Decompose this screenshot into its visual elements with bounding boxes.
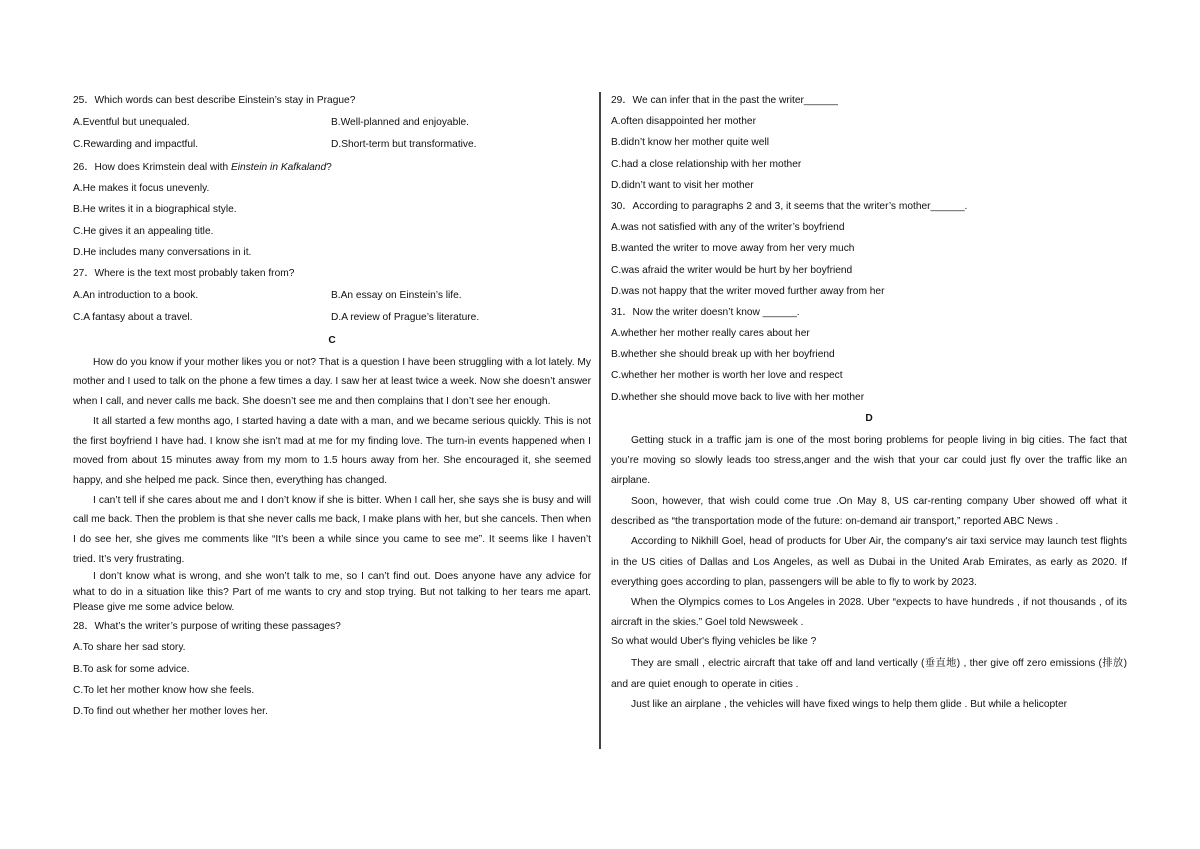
right-column <box>611 93 1127 715</box>
option-b: B.To ask for some advice. <box>73 663 190 675</box>
option-d: D.He includes many conversations in it. <box>73 246 252 258</box>
option-a: A.often disappointed her mother <box>611 116 756 128</box>
question-27-stem: 27．Where is the text most probably taken from? <box>73 268 295 280</box>
option-c: C.was afraid the writer would be hurt by her boyfriend <box>611 264 853 276</box>
stem-text: 26．How does Krimstein deal with <box>73 161 231 173</box>
option-b: B.wanted the writer to move away from her very much <box>611 243 855 255</box>
question-30-stem: 30．According to paragraphs 2 and 3, it seems that the writer’s mother______. <box>611 200 968 212</box>
question-31-stem: 31．Now the writer doesn’t know ______. <box>611 306 800 318</box>
option-a: A.whether her mother really cares about her <box>611 328 810 340</box>
option-c: C.whether her mother is worth her love and respect <box>611 370 843 382</box>
question-26-stem <box>73 160 591 182</box>
column-divider <box>599 92 601 749</box>
question-25-options-row2 <box>73 137 591 160</box>
option-a: A.He makes it focus unevenly. <box>73 183 210 194</box>
passage-c-paragraph: It all started a few months ago, I started having a date with a man, and we became serious quickly. This is not the first boyfriend I have had. I know she isn’t mad at me for my finding love. The turn-in events happened when I moved from about 15 minutes away from my mom to 1.5 hours away from her. She encouraged it, she seemed happy, and she helped me pack. Since then, everything has changed. <box>73 415 591 486</box>
option-a: A.To share her sad story. <box>73 642 186 654</box>
passage-d-paragraph: Getting stuck in a traffic jam is one of the most boring problems for people living in big cities. The fact that you’re moving so slowly leads too stress,anger and the wish that your car could just fly over the traffic like an airplane. <box>611 434 1127 487</box>
passage-c-paragraph: I can’t tell if she cares about me and I don’t know if she is bitter. When I call her, she says she is busy and will call me back. Then the problem is that she never calls me back, I make plans with her, but she cancels. Then when I do see her, she gives me comments like “It’s been a while since you came to see me”. It seems like I haven’t tried. It’s very frustrating. <box>73 494 591 565</box>
section-heading-c: C <box>328 334 336 346</box>
question-27-options-row2 <box>73 310 591 333</box>
option-a: A.An introduction to a book. <box>73 289 199 301</box>
passage-d-question: So what would Uber's flying vehicles be like ? <box>611 635 817 647</box>
option-a: A.Eventful but unequaled. <box>73 116 190 128</box>
question-25-options-row1 <box>73 115 591 138</box>
passage-d-paragraph: Soon, however, that wish could come true .On May 8, US car-renting company Uber showed off what it described as “the transportation mode of the future: on-demand air transport,” reported ABC News . <box>611 495 1127 527</box>
question-28-stem: 28．What’s the writer’s purpose of writing these passages? <box>73 620 341 632</box>
passage-d-paragraph: When the Olympics comes to Los Angeles in 2028. Uber “expects to have hundreds , if not thousands , of its aircraft in the skies.” Goel told Newsweek . <box>611 597 1127 629</box>
passage-d-paragraph: Just like an airplane , the vehicles will have fixed wings to help them glide . But while a helicopter <box>631 698 1068 710</box>
option-d: D.was not happy that the writer moved further away from her <box>611 285 885 297</box>
left-column <box>73 93 591 726</box>
stem-end: ? <box>326 161 332 173</box>
option-d: D.A review of Prague’s literature. <box>331 312 480 324</box>
option-d: D.whether she should move back to live with her mother <box>611 391 865 403</box>
option-c: C.Rewarding and impactful. <box>73 139 199 150</box>
option-d: D.To find out whether her mother loves her. <box>73 706 268 718</box>
passage-c-paragraph: I don’t know what is wrong, and she won’t talk to me, so I can’t find out. Does anyone have any advice for what to do in a situation like this? Part of me wants to cry and stop trying. But not talking to her tears me apart. Please give me some advice below. <box>73 571 591 614</box>
option-a: A.was not satisfied with any of the writer’s boyfriend <box>611 222 845 234</box>
passage-c-paragraph: How do you know if your mother likes you or not? That is a question I have been struggling with a lot lately. My mother and I used to talk on the phone a few times a day. I saw her at least twice a week. Now she doesn’t answer when I call, and never calls me back. She doesn’t see me and then complains that I don’t see her enough. <box>73 356 591 408</box>
passage-d-paragraph: According to Nikhill Goel, head of products for Uber Air, the company's air taxi service may launch test flights in the US cities of Dallas and Los Angeles, as well as Dubai in the United Arab Emirates, as early as 2020. If everything goes according to plan, passengers will be able to fly to work by 2023. <box>611 536 1127 588</box>
option-b: B.An essay on Einstein’s life. <box>331 289 462 301</box>
option-c: C.He gives it an appealing title. <box>73 225 214 237</box>
question-27-options-row1 <box>73 288 591 311</box>
section-heading-d: D <box>865 412 873 424</box>
option-b: B.He writes it in a biographical style. <box>73 204 237 216</box>
book-title: Einstein in Kafkaland <box>230 161 327 173</box>
question-29-stem: 29．We can infer that in the past the writer______ <box>611 95 838 106</box>
option-b: B.didn’t know her mother quite well <box>611 137 769 149</box>
option-b: B.Well-planned and enjoyable. <box>331 116 470 128</box>
option-c: C.To let her mother know how she feels. <box>73 685 255 697</box>
option-d: D.Short-term but transformative. <box>331 139 477 150</box>
option-c: C.A fantasy about a travel. <box>73 312 193 324</box>
option-b: B.whether she should break up with her boyfriend <box>611 349 835 361</box>
passage-d-paragraph: They are small , electric aircraft that take off and land vertically (垂直地) , ther give off zero emissions (排放) and are quiet enough to operate in cities . <box>611 658 1127 690</box>
option-d: D.didn’t want to visit her mother <box>611 179 754 191</box>
option-c: C.had a close relationship with her mother <box>611 158 802 170</box>
question-25-stem: 25．Which words can best describe Einstein’s stay in Prague? <box>73 95 356 106</box>
